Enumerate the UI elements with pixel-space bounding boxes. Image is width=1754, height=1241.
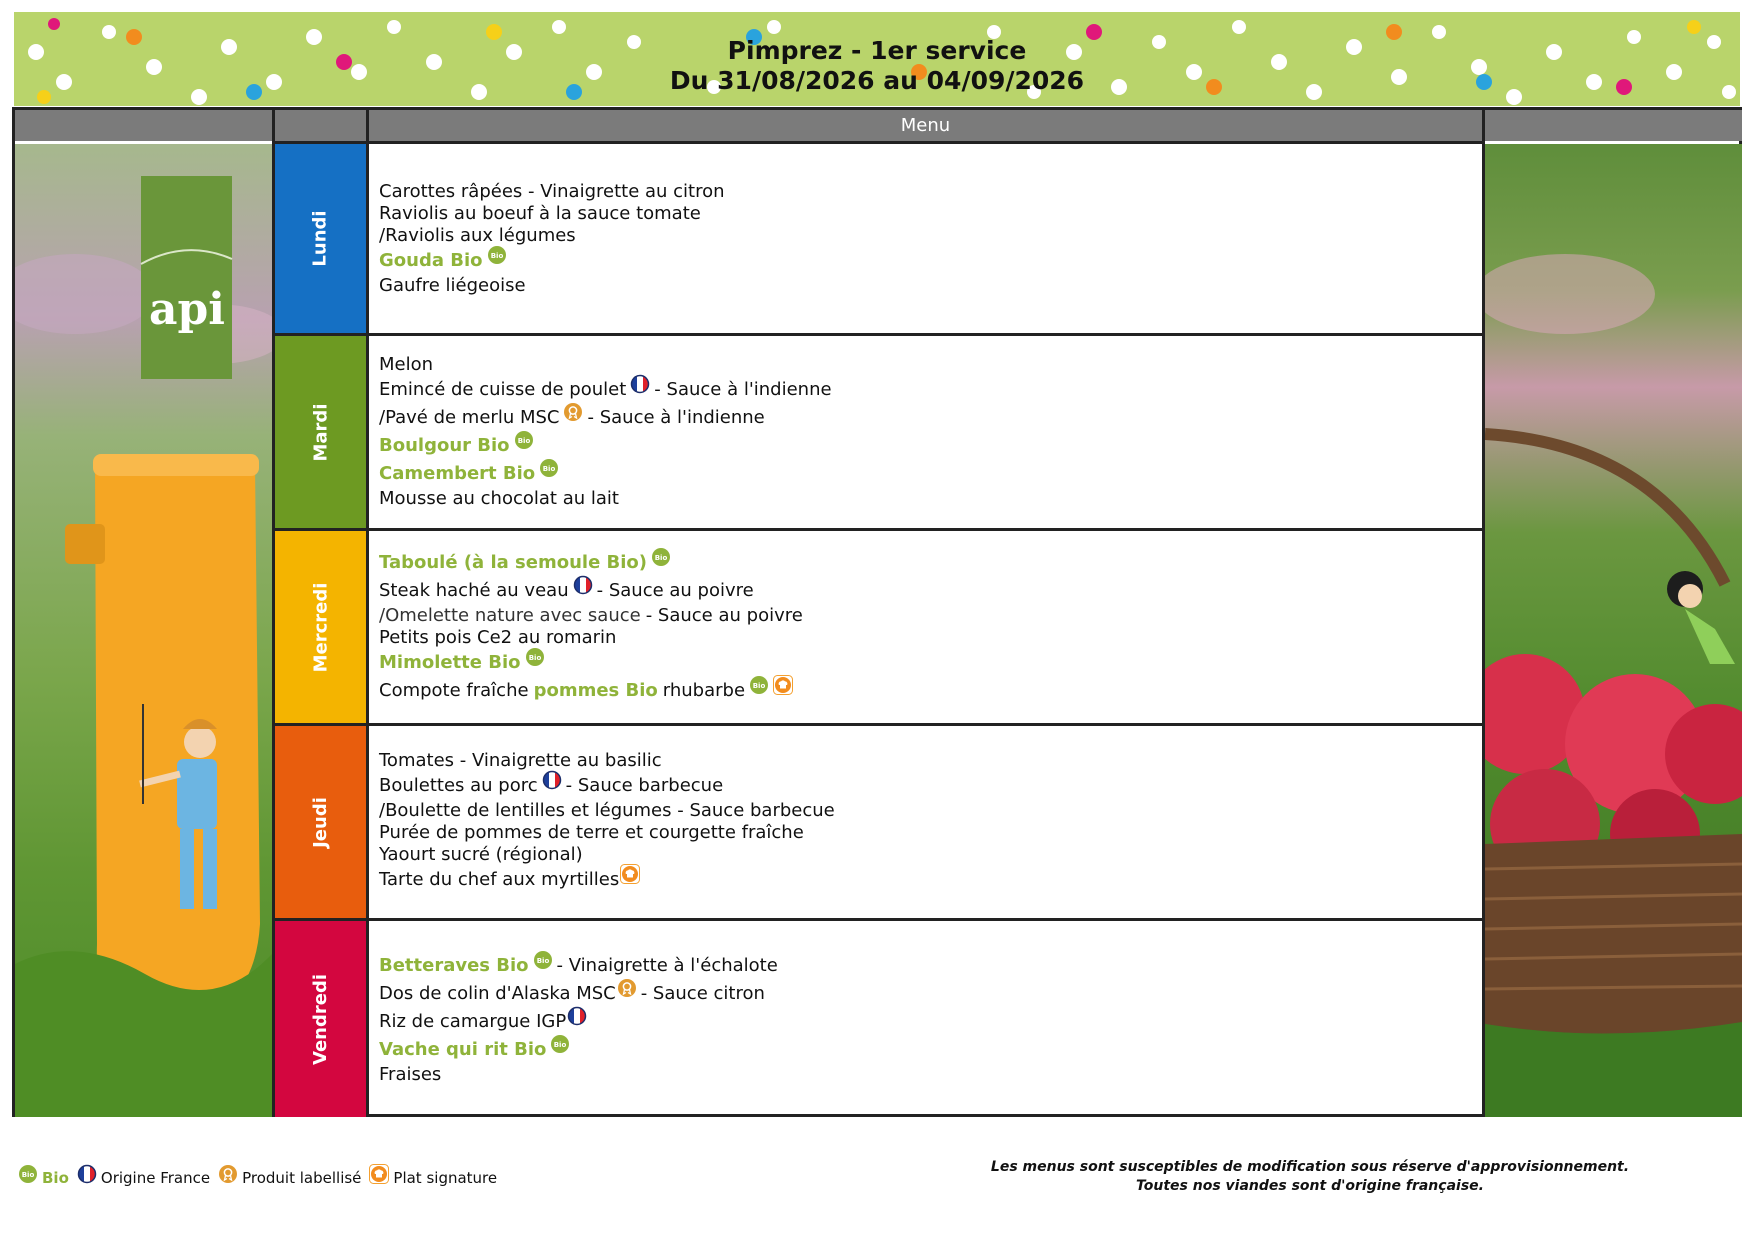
menu-item-text: Dos de colin d'Alaska MSC: [379, 983, 616, 1004]
bio-item-label: Vache qui rit Bio: [379, 1039, 547, 1060]
day-label-vendredi: Vendredi: [275, 921, 366, 1117]
legend-label: Origine France: [100, 1169, 211, 1187]
header-banner: [14, 12, 1740, 106]
chef-hat-icon: [369, 1164, 389, 1184]
menu-table: [12, 107, 1742, 1117]
bio-icon: [525, 647, 545, 667]
menu-item: [379, 577, 1482, 605]
menu-item: [379, 549, 1482, 577]
legend-label: Plat signature: [393, 1169, 498, 1187]
apple-basket-illustration: [1485, 144, 1742, 1117]
date-range: Du 31/08/2026 au 04/09/2026: [669, 66, 1085, 95]
menu-item: Purée de pommes de terre et courgette fraîche: [379, 822, 804, 843]
france-flag-icon: [567, 1006, 587, 1026]
legend-item-bio: [18, 1168, 69, 1188]
menu-item: [379, 432, 1482, 460]
header-cell-left: [15, 110, 272, 141]
legend: [18, 1168, 505, 1188]
label-rosette-icon: [563, 402, 583, 422]
label-rosette-icon: [218, 1164, 238, 1184]
legend-label: Produit labellisé: [242, 1169, 362, 1187]
menu-item-text: rhubarbe: [662, 680, 746, 701]
menu-item-text: Compote fraîche: [379, 680, 529, 701]
bio-item-label: pommes Bio: [533, 680, 658, 701]
menu-item: Yaourt sucré (régional): [379, 844, 583, 865]
menu-item: [379, 772, 1482, 800]
menu-item-sauce: - Sauce au poivre: [596, 580, 754, 601]
boot-illustration: [15, 144, 272, 1117]
legend-item-signature: [369, 1168, 497, 1188]
menu-item-sauce: - Sauce au poivre: [645, 605, 803, 626]
menu-item-sauce: - Sauce barbecue: [565, 775, 724, 796]
bio-icon: [749, 675, 769, 695]
bio-item-label: Boulgour Bio: [379, 435, 510, 456]
menu-item: /Raviolis aux légumes: [379, 224, 576, 246]
menu-item: [379, 1036, 1482, 1064]
menu-item-text: Emincé de cuisse de poulet: [379, 379, 627, 400]
menu-item: [379, 952, 1482, 980]
menu-item: Fraises: [379, 1064, 442, 1085]
bio-item-label: Taboulé (à la semoule Bio): [379, 552, 648, 573]
bio-item-label: Mimolette Bio: [379, 652, 521, 673]
menu-item: Gaufre liégeoise: [379, 274, 526, 296]
menu-cell-lundi: [369, 144, 1482, 333]
bio-icon: [651, 547, 671, 567]
legend-label: Bio: [42, 1169, 69, 1187]
france-flag-icon: [573, 575, 593, 595]
menu-item: [379, 404, 1482, 432]
bio-item-label: Betteraves Bio: [379, 955, 529, 976]
menu-item-sauce: - Sauce citron: [640, 983, 765, 1004]
menu-item: [379, 1008, 1482, 1036]
menu-item: [379, 605, 1482, 627]
bio-icon: [487, 245, 507, 265]
bio-icon: [539, 458, 559, 478]
header-cell-menu: Menu: [369, 110, 1482, 141]
menu-item-text: Boulettes au porc: [379, 775, 538, 796]
right-decorative-photo: [1485, 144, 1742, 1117]
chef-hat-icon: [620, 864, 640, 884]
bio-icon: [550, 1034, 570, 1054]
menu-item: Raviolis au boeuf à la sauce tomate: [379, 202, 701, 224]
menu-item: Carottes râpées - Vinaigrette au citron: [379, 180, 725, 202]
bio-icon: [514, 430, 534, 450]
menu-item-sauce: - Sauce à l'indienne: [587, 407, 765, 428]
menu-item-text: /Omelette nature avec sauce: [379, 605, 641, 626]
france-flag-icon: [630, 374, 650, 394]
france-flag-icon: [542, 770, 562, 790]
bio-item-label: Gouda Bio: [379, 249, 483, 271]
menu-item-text: Tarte du chef aux myrtilles: [379, 869, 620, 890]
chef-hat-icon: [773, 675, 793, 695]
menu-item-text: Riz de camargue IGP: [379, 1011, 567, 1032]
bio-item-label: Camembert Bio: [379, 463, 536, 484]
day-label-lundi: Lundi: [275, 144, 366, 333]
menu-item-sauce: - Sauce à l'indienne: [654, 379, 832, 400]
menu-item-sauce: - Vinaigrette à l'échalote: [556, 955, 778, 976]
day-label-jeudi: Jeudi: [275, 726, 366, 918]
day-label-mercredi: Mercredi: [275, 531, 366, 723]
france-flag-icon: [77, 1164, 97, 1184]
menu-item: [379, 376, 1482, 404]
divider: [1482, 110, 1485, 1114]
menu-item-text: Steak haché au veau: [379, 580, 569, 601]
menu-item: Mousse au chocolat au lait: [379, 488, 619, 509]
bio-icon: [533, 950, 553, 970]
menu-cell-mardi: [369, 336, 1482, 528]
day-label-mardi: Mardi: [275, 336, 366, 528]
header-cell-day: [275, 110, 366, 141]
menu-title: [14, 36, 1740, 96]
menu-item: Tomates - Vinaigrette au basilic: [379, 750, 662, 771]
menu-item-text: /Pavé de merlu MSC: [379, 407, 560, 428]
site-service-title: Pimprez - 1er service: [727, 36, 1027, 65]
footer-note: [960, 1158, 1660, 1196]
menu-cell-mercredi: [369, 531, 1482, 723]
menu-item: [379, 247, 1482, 275]
footer-note-line: Les menus sont susceptibles de modification sous réserve d'approvisionnement.: [990, 1159, 1630, 1175]
menu-item: [379, 460, 1482, 488]
menu-item: [379, 677, 1482, 705]
bio-icon: [18, 1164, 38, 1184]
menu-item: [379, 980, 1482, 1008]
menu-item: [379, 649, 1482, 677]
menu-cell-vendredi: [369, 921, 1482, 1117]
legend-item-france: [77, 1168, 210, 1188]
menu-item: Petits pois Ce2 au romarin: [379, 627, 617, 648]
footer-note-line: Toutes nos viandes sont d'origine française.: [1136, 1178, 1484, 1194]
menu-cell-jeudi: [369, 726, 1482, 918]
menu-item: [379, 866, 1482, 894]
legend-item-label: [218, 1168, 361, 1188]
menu-item: /Boulette de lentilles et légumes - Sauce barbecue: [379, 800, 835, 821]
left-decorative-photo: [15, 144, 272, 1117]
menu-item: Melon: [379, 354, 434, 375]
label-rosette-icon: [617, 978, 637, 998]
header-cell-right: [1485, 110, 1742, 141]
api-logo-text: api: [149, 284, 225, 335]
